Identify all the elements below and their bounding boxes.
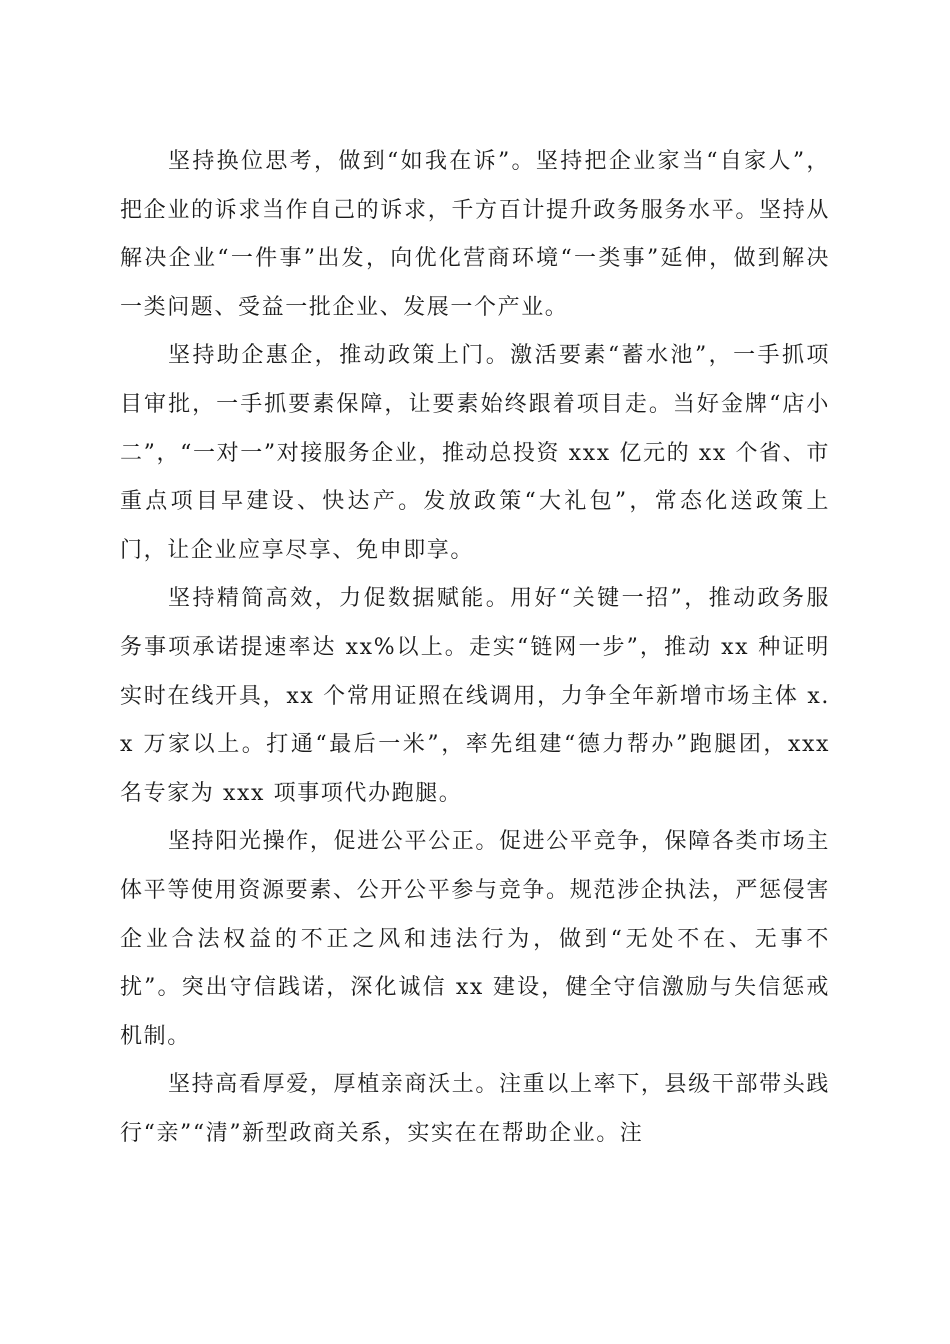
paragraph-care: 坚持高看厚爱，厚植亲商沃土。注重以上率下，县级干部带头践行“亲”“清”新型政商关系，实实在在帮助企业。注	[120, 1072, 830, 1146]
paragraph-efficiency: 坚持精简高效，力促数据赋能。用好“关键一招”，推动政务服务事项承诺提速率达 xx%以上。走实“链网一步”，推动 xx 种证明实时在线开具，xx 个常用证照在线调用，力争全年新增市场主体 x.x 万家以上。打通“最后一米”，率先组建“德力帮办”跑腿团，xxx 名专家为 xxx 项事项代办跑腿。	[120, 586, 830, 806]
document-body	[120, 138, 830, 1158]
paragraph-fairness: 坚持阳光操作，促进公平公正。促进公平竞争，保障各类市场主体平等使用资源要素、公开公平参与竞争。规范涉企执法，严惩侵害企业合法权益的不正之风和违法行为，做到“无处不在、无事不扰”。突出守信践诺，深化诚信 xx 建设，健全守信激励与失信惩戒机制。	[120, 829, 830, 1049]
paragraph-perspective: 坚持换位思考，做到“如我在诉”。坚持把企业家当“自家人”，把企业的诉求当作自己的诉求，千方百计提升政务服务水平。坚持从解决企业“一件事”出发，向优化营商环境“一类事”延伸，做到解决一类问题、受益一批企业、发展一个产业。	[120, 149, 830, 320]
paragraph-policy: 坚持助企惠企，推动政策上门。激活要素“蓄水池”，一手抓项目审批，一手抓要素保障，让要素始终跟着项目走。当好金牌“店小二”，“一对一”对接服务企业，推动总投资 xxx 亿元的 xx 个省、市重点项目早建设、快达产。发放政策“大礼包”，常态化送政策上门，让企业应享尽享、免申即享。	[120, 343, 830, 563]
